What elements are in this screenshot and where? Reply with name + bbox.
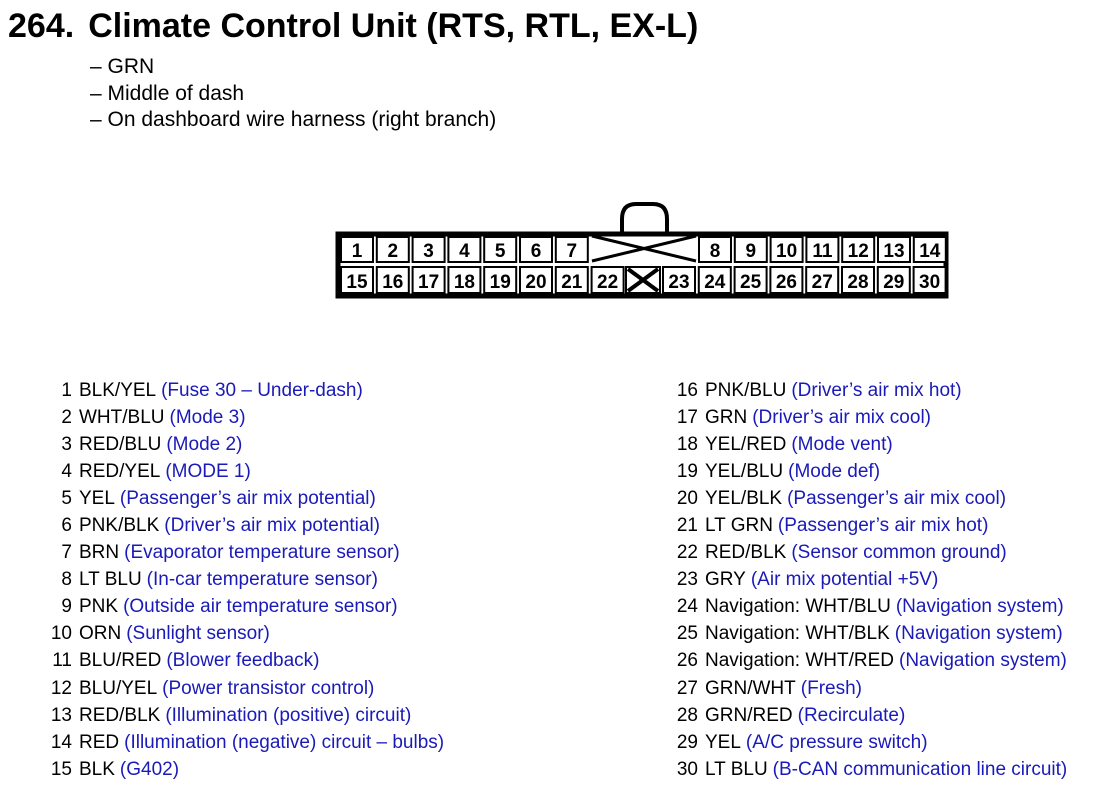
pin-number: 8	[61, 569, 72, 591]
wire-color: YEL	[79, 487, 115, 509]
pin-number: 22	[676, 542, 698, 564]
title-text: Climate Control Unit (RTS, RTL, EX-L)	[88, 7, 699, 45]
pin-row-10	[34, 621, 444, 648]
pin-number: 28	[676, 704, 698, 726]
pin-description: (Power transistor control)	[162, 677, 375, 699]
wire-color: GRY	[705, 569, 746, 591]
pin-description: (Mode def)	[788, 460, 881, 482]
connector-pin-7	[556, 237, 588, 262]
pin-row-17	[660, 404, 1067, 431]
connector-pin-24	[699, 267, 731, 293]
pin-row-24	[660, 594, 1067, 621]
wire-color: YEL	[705, 731, 741, 753]
connector-pin-label: 9	[745, 241, 757, 262]
connector-pin-18	[448, 267, 480, 293]
pin-number: 19	[676, 460, 698, 482]
connector-pin-22	[592, 267, 624, 293]
wire-color: RED/BLK	[79, 704, 161, 726]
wire-color: BLU/RED	[79, 650, 162, 672]
connector-pin-label: 22	[597, 272, 619, 293]
pin-description: (Recirculate)	[797, 704, 906, 726]
connector-pin-19	[484, 267, 516, 293]
connector-pin-27	[806, 267, 838, 293]
connector-pin-14	[914, 237, 946, 262]
pin-description: (Navigation system)	[899, 650, 1067, 672]
pin-number: 12	[50, 677, 72, 699]
pin-description: (In-car temperature sensor)	[146, 569, 378, 591]
connector-pin-label: 19	[489, 272, 511, 293]
pin-number: 18	[676, 433, 698, 455]
connector-pin-29	[878, 267, 910, 293]
connector-pin-26	[770, 267, 802, 293]
wire-color: BLU/YEL	[79, 677, 158, 699]
pin-description: (Sunlight sensor)	[126, 623, 270, 645]
pin-row-14	[34, 729, 444, 756]
pin-number: 11	[52, 650, 72, 672]
pin-description: (Navigation system)	[894, 623, 1063, 645]
connector-pin-2	[377, 237, 409, 262]
pin-number: 10	[50, 623, 72, 645]
pin-description: (A/C pressure switch)	[745, 731, 928, 753]
pin-number: 26	[676, 650, 698, 672]
pin-row-6	[34, 512, 444, 539]
connector-pin-4	[448, 237, 480, 262]
connector-pin-21	[556, 267, 588, 293]
pin-description: (MODE 1)	[165, 460, 251, 482]
pin-number: 25	[676, 623, 698, 645]
connector-pin-label: 5	[494, 241, 506, 262]
wire-color: LT BLU	[705, 758, 768, 780]
pin-number: 7	[61, 542, 72, 564]
wire-color: GRN/WHT	[705, 677, 796, 699]
pin-description: (Passenger’s air mix cool)	[787, 487, 1007, 509]
connector-pin-label: 1	[351, 241, 363, 262]
connector-pin-3	[413, 237, 445, 262]
connector-pin-label: 29	[883, 272, 905, 293]
connector-pin-23	[663, 267, 695, 293]
wire-color: Navigation: WHT/BLU	[705, 596, 891, 618]
pin-description: (Illumination (negative) circuit – bulbs)	[124, 731, 445, 753]
connector-pin-label: 16	[382, 272, 404, 293]
pin-row-20	[660, 485, 1067, 512]
pin-description: (Mode vent)	[791, 433, 893, 455]
pin-row-8	[34, 567, 444, 594]
pin-list-right	[660, 377, 1067, 783]
pin-row-15	[34, 756, 444, 783]
pin-row-1	[34, 377, 444, 404]
pin-description: (Illumination (positive) circuit)	[165, 704, 412, 726]
pin-number: 30	[676, 758, 698, 780]
pin-description: (Sensor common ground)	[791, 542, 1007, 564]
connector-pin-20	[520, 267, 552, 293]
pin-number: 14	[50, 731, 72, 753]
pin-number: 24	[676, 596, 698, 618]
pin-number: 17	[676, 406, 698, 428]
connector-pin-label: 4	[459, 241, 470, 262]
pin-description: (Passenger’s air mix potential)	[119, 487, 376, 509]
pin-number: 2	[61, 406, 72, 428]
connector-pin-label: 27	[811, 272, 833, 293]
blocked-cavity-bottom	[626, 267, 660, 293]
pin-row-28	[660, 702, 1067, 729]
connector-pin-12	[842, 237, 874, 262]
pin-description: (Navigation system)	[895, 596, 1064, 618]
pin-description: (Air mix potential +5V)	[750, 569, 939, 591]
pin-description: (Driver’s air mix potential)	[164, 515, 381, 537]
pin-number: 13	[50, 704, 72, 726]
pin-description: (G402)	[119, 758, 180, 780]
wire-color: PNK/BLU	[705, 379, 787, 401]
pin-number: 29	[676, 731, 698, 753]
pin-number: 27	[676, 677, 698, 699]
connector-pin-label: 15	[346, 272, 368, 293]
pin-number: 16	[676, 379, 698, 401]
detail-color: – GRN	[90, 54, 496, 81]
wire-color: BRN	[79, 542, 120, 564]
connector-pin-8	[699, 237, 731, 262]
connector-pin-label: 30	[919, 272, 941, 293]
connector-pin-30	[914, 267, 946, 293]
pin-row-30	[660, 756, 1067, 783]
pin-description: (Mode 3)	[169, 406, 246, 428]
connector-pin-13	[878, 237, 910, 262]
connector-pin-25	[735, 267, 767, 293]
pin-number: 9	[61, 596, 72, 618]
wire-color: ORN	[79, 623, 122, 645]
pin-description: (Driver’s air mix cool)	[752, 406, 931, 428]
pin-row-22	[660, 540, 1067, 567]
wire-color: PNK	[79, 596, 119, 618]
connector-pin-label: 6	[530, 241, 542, 262]
connector-pin-label: 28	[847, 272, 869, 293]
wire-color: RED/YEL	[79, 460, 161, 482]
connector-pin-1	[341, 237, 373, 262]
pin-row-21	[660, 512, 1067, 539]
connector-pin-label: 20	[525, 272, 547, 293]
pin-row-18	[660, 431, 1067, 458]
connector-pin-label: 21	[561, 272, 583, 293]
section-number: 264.	[8, 7, 75, 45]
pin-description: (B-CAN communication line circuit)	[772, 758, 1068, 780]
pin-row-29	[660, 729, 1067, 756]
pin-number: 6	[61, 515, 72, 537]
wire-color: BLK/YEL	[79, 379, 157, 401]
connector-pin-15	[341, 267, 373, 293]
connector-pin-5	[484, 237, 516, 262]
connector-pin-28	[842, 267, 874, 293]
connector-pin-label: 18	[453, 272, 475, 293]
connector-pin-label: 8	[709, 241, 721, 262]
wire-color: PNK/BLK	[79, 515, 160, 537]
pin-row-9	[34, 594, 444, 621]
pin-row-4	[34, 458, 444, 485]
pin-description: (Evaporator temperature sensor)	[124, 542, 400, 564]
wire-color: Navigation: WHT/BLK	[705, 623, 890, 645]
wire-color: RED/BLK	[705, 542, 787, 564]
connector-pin-label: 10	[776, 241, 798, 262]
connector-pin-6	[520, 237, 552, 262]
connector-pin-10	[771, 237, 803, 262]
pin-description: (Passenger’s air mix hot)	[777, 515, 989, 537]
connector-pin-11	[806, 237, 838, 262]
pin-row-19	[660, 458, 1067, 485]
wire-color: RED/BLU	[79, 433, 162, 455]
connector-pin-label: 13	[883, 241, 905, 262]
pin-row-2	[34, 404, 444, 431]
pin-row-7	[34, 540, 444, 567]
pin-number: 23	[676, 569, 698, 591]
pin-number: 20	[676, 487, 698, 509]
connector-pin-9	[735, 237, 767, 262]
connector-diagram	[0, 0, 1111, 340]
pin-number: 3	[61, 433, 72, 455]
pin-description: (Outside air temperature sensor)	[123, 596, 398, 618]
pin-row-16	[660, 377, 1067, 404]
connector-pin-label: 23	[668, 272, 690, 293]
wire-color: YEL/BLK	[705, 487, 783, 509]
wire-color: GRN/RED	[705, 704, 793, 726]
pin-row-23	[660, 567, 1067, 594]
pin-description: (Driver’s air mix hot)	[791, 379, 962, 401]
connector-pin-label: 14	[919, 241, 941, 262]
wire-color: Navigation: WHT/RED	[705, 650, 894, 672]
connector-pin-label: 24	[704, 272, 726, 293]
pin-row-25	[660, 621, 1067, 648]
pin-number: 15	[50, 758, 72, 780]
pin-number: 4	[61, 460, 72, 482]
connector-pin-label: 12	[847, 241, 869, 262]
connector-pin-label: 25	[740, 272, 762, 293]
pin-number: 21	[676, 515, 698, 537]
connector-lock-tab	[622, 204, 667, 234]
pin-row-13	[34, 702, 444, 729]
wire-color: LT BLU	[79, 569, 142, 591]
connector-pin-label: 3	[423, 241, 434, 262]
pin-description: (Fuse 30 – Under-dash)	[161, 379, 363, 401]
connector-pin-label: 2	[387, 241, 399, 262]
connector-pin-label: 11	[812, 241, 833, 262]
pin-row-27	[660, 675, 1067, 702]
wire-color: WHT/BLU	[79, 406, 165, 428]
pin-row-3	[34, 431, 444, 458]
pin-description: (Blower feedback)	[166, 650, 320, 672]
pin-list-left	[34, 377, 444, 783]
wire-color: RED	[79, 731, 120, 753]
wire-color: BLK	[79, 758, 115, 780]
connector-pin-17	[413, 267, 445, 293]
pin-row-11	[34, 648, 444, 675]
pin-row-5	[34, 485, 444, 512]
pin-number: 5	[61, 487, 72, 509]
detail-harness: – On dashboard wire harness (right branch)	[90, 107, 496, 134]
wire-color: GRN	[705, 406, 748, 428]
pin-row-26	[660, 648, 1067, 675]
wire-color: YEL/BLU	[705, 460, 784, 482]
connector-pin-label: 7	[566, 241, 578, 262]
connector-pin-16	[377, 267, 409, 293]
pin-row-12	[34, 675, 444, 702]
wire-color: YEL/RED	[705, 433, 787, 455]
detail-location: – Middle of dash	[90, 81, 496, 108]
pin-description: (Mode 2)	[166, 433, 243, 455]
connector-pin-label: 17	[418, 272, 440, 293]
pin-number: 1	[61, 379, 72, 401]
connector-pin-label: 26	[775, 272, 797, 293]
pin-description: (Fresh)	[800, 677, 862, 699]
wire-color: LT GRN	[705, 515, 773, 537]
